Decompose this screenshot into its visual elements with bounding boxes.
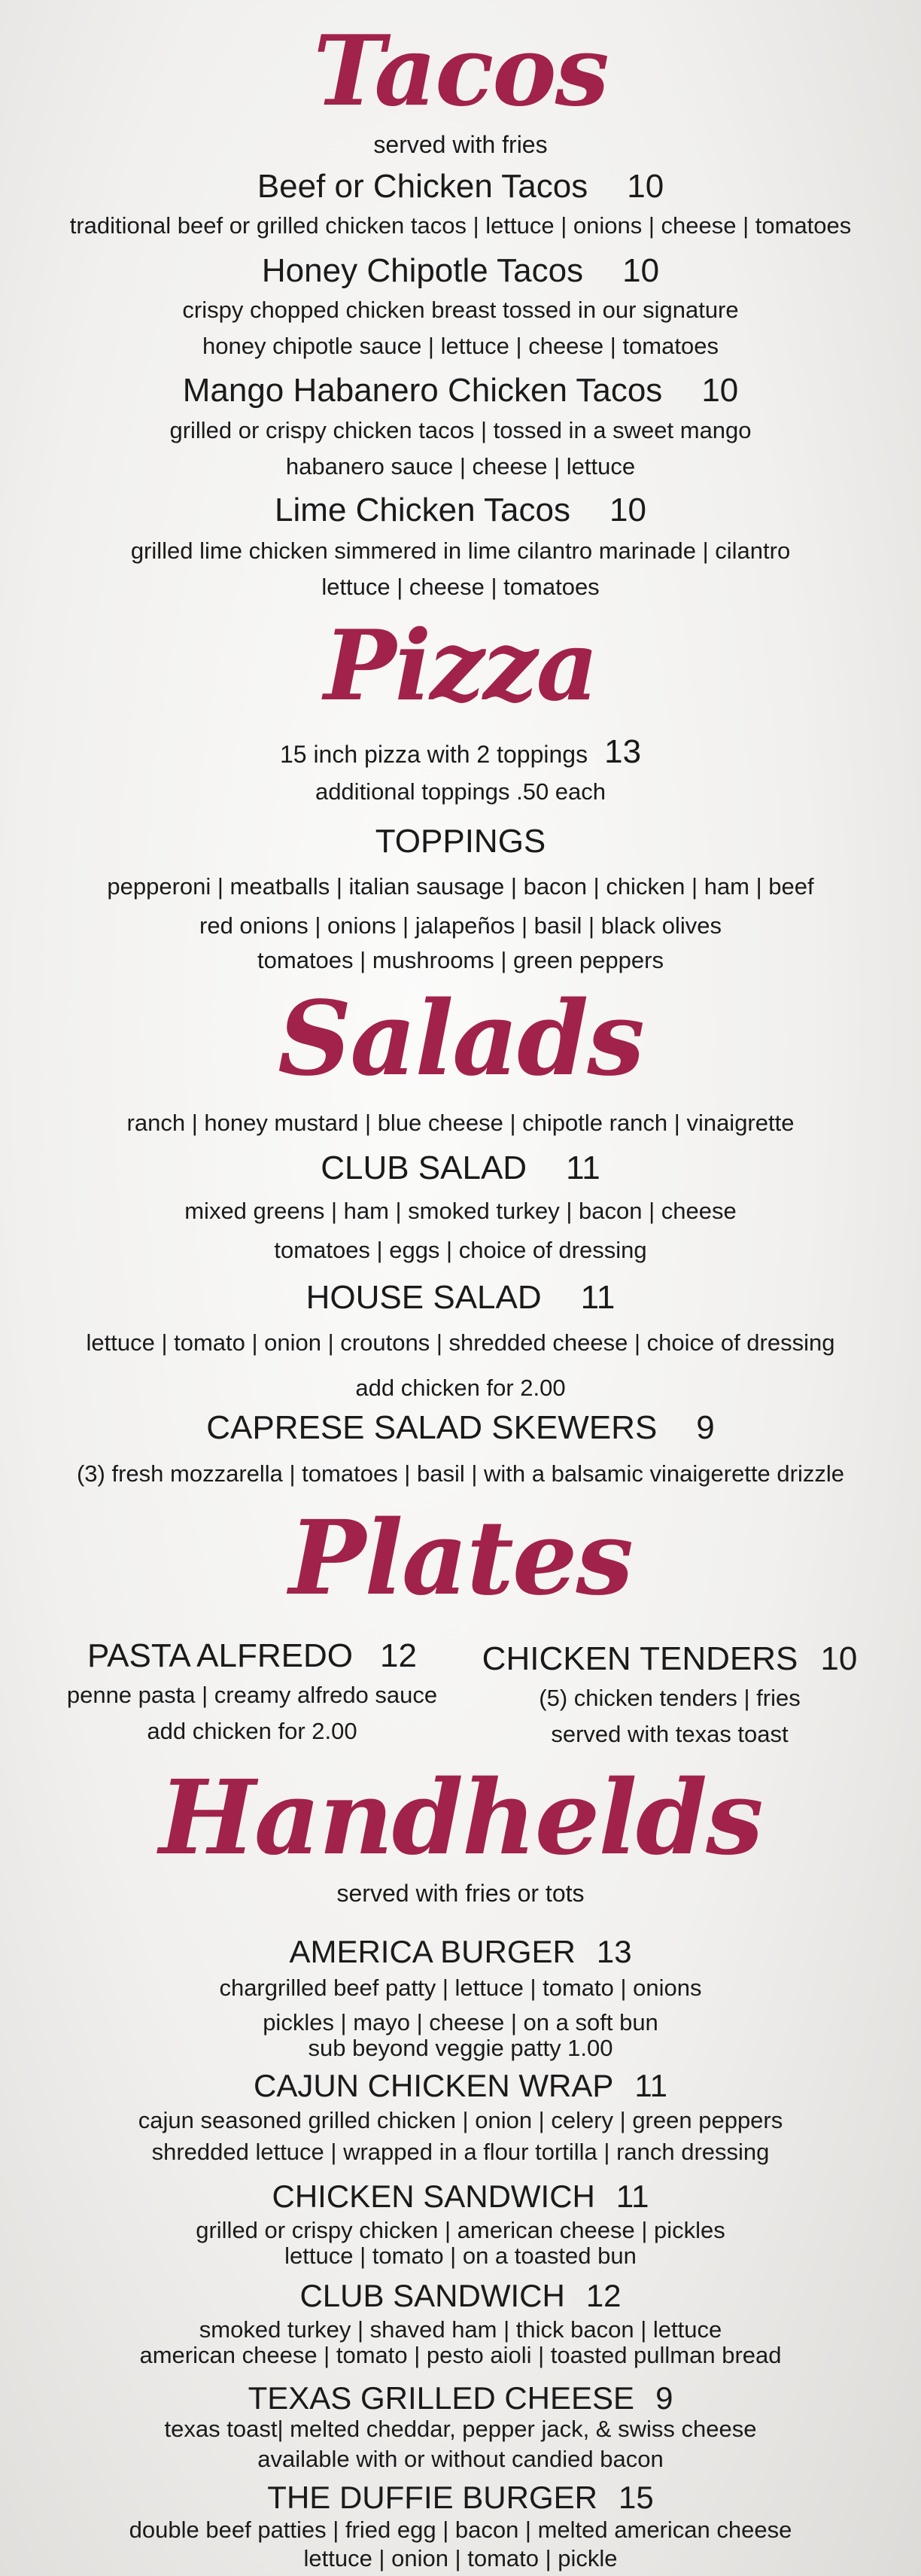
menu-item-title	[0, 371, 921, 410]
item-description: chargrilled beef patty | lettuce | tomato | onions	[219, 1975, 702, 2001]
pizza-base-line	[0, 733, 921, 778]
item-description: penne pasta | creamy alfredo sauce	[66, 1682, 438, 1708]
item-name: CHICKEN SANDWICH	[272, 2179, 595, 2214]
item-price: 9	[655, 2380, 673, 2416]
item-price: 10	[622, 252, 660, 289]
item-name: CHICKEN TENDERS	[482, 1640, 798, 1677]
plates-heading: Plates	[289, 1498, 632, 1618]
handhelds-subtitle: served with fries or tots	[336, 1880, 585, 1907]
item-description: lettuce | tomato | onion | croutons | shredded cheese | choice of dressing	[86, 1329, 835, 1356]
menu-item-title	[0, 2379, 921, 2418]
item-name: TEXAS GRILLED CHEESE	[248, 2380, 635, 2416]
pizza-extra-toppings: additional toppings .50 each	[315, 778, 606, 805]
menu-item-title	[0, 491, 921, 530]
item-price: 11	[580, 1279, 616, 1316]
item-name: Mango Habanero Chicken Tacos	[182, 372, 663, 409]
item-description: pickles | mayo | cheese | on a soft bun	[263, 2009, 658, 2036]
tacos-subtitle: served with fries	[373, 131, 548, 158]
toppings-list: red onions | onions | jalapeños | basil | black olives	[199, 912, 722, 939]
menu-item-title	[0, 1278, 921, 1317]
item-description: grilled or crispy chicken tacos | tossed in a sweet mango	[169, 417, 752, 443]
item-name: PASTA ALFREDO	[87, 1637, 353, 1674]
item-price: 11	[566, 1149, 600, 1186]
pizza-description: 15 inch pizza with 2 toppings	[279, 741, 588, 768]
menu-item-title	[474, 1638, 865, 1680]
item-price: 15	[618, 2480, 654, 2515]
menu-item-title	[0, 1932, 921, 1972]
item-description: habanero sauce | cheese | lettuce	[285, 453, 636, 480]
item-price: 11	[634, 2068, 667, 2103]
item-name: CLUB SALAD	[321, 1149, 527, 1186]
menu-item-title	[0, 1149, 921, 1188]
item-name: HOUSE SALAD	[305, 1279, 542, 1316]
pizza-heading: Pizza	[324, 610, 597, 723]
menu-item-title	[0, 167, 921, 206]
item-description: traditional beef or grilled chicken tacos | lettuce | onions | cheese | tomatoes	[69, 212, 852, 239]
item-description: american cheese | tomato | pesto aioli | toasted pullman bread	[139, 2342, 782, 2368]
tacos-heading: Tacos	[313, 15, 608, 128]
item-description: texas toast| melted cheddar, pepper jack, & swiss cheese	[164, 2416, 757, 2442]
menu-item-title	[60, 1635, 444, 1677]
item-name: THE DUFFIE BURGER	[267, 2480, 597, 2515]
item-name: Honey Chipotle Tacos	[261, 252, 584, 289]
item-description: shredded lettuce | wrapped in a flour tortilla | ranch dressing	[151, 2139, 770, 2165]
menu-item-title	[0, 2066, 921, 2106]
item-price: 10	[701, 372, 739, 409]
salads-heading: Salads	[278, 979, 643, 1099]
item-description: crispy chopped chicken breast tossed in our signature	[182, 297, 739, 323]
menu-item-title	[0, 1408, 921, 1448]
item-description: double beef patties | fried egg | bacon | melted american cheese	[129, 2517, 792, 2543]
toppings-list: tomatoes | mushrooms | green peppers	[257, 947, 664, 973]
item-name: CAPRESE SALAD SKEWERS	[206, 1409, 658, 1446]
item-description: add chicken for 2.00	[355, 1375, 566, 1401]
item-price: 12	[379, 1637, 417, 1674]
item-price: 13	[604, 733, 642, 770]
item-price: 9	[696, 1409, 715, 1446]
menu-item-title	[0, 2177, 921, 2216]
item-description: lettuce | cheese | tomatoes	[321, 574, 600, 600]
toppings-heading: TOPPINGS	[375, 823, 546, 860]
menu-item-title	[0, 2276, 921, 2316]
toppings-list: pepperoni | meatballs | italian sausage | bacon | chicken | ham | beef	[107, 873, 814, 900]
menu-item-title	[0, 2478, 921, 2517]
item-description: grilled or crispy chicken | american cheese | pickles	[196, 2217, 725, 2243]
item-description: available with or without candied bacon	[257, 2446, 664, 2472]
item-price: 12	[585, 2278, 622, 2313]
item-description: smoked turkey | shaved ham | thick bacon | lettuce	[199, 2316, 722, 2343]
item-price: 10	[627, 168, 664, 205]
plate-item	[60, 1635, 444, 1749]
item-description: add chicken for 2.00	[147, 1718, 357, 1744]
menu-item-title	[0, 251, 921, 291]
item-description: (5) chicken tenders | fries	[539, 1685, 801, 1711]
plate-item	[474, 1638, 865, 1752]
item-price: 10	[609, 492, 646, 528]
item-description: tomatoes | eggs | choice of dressing	[274, 1237, 647, 1263]
item-name: AMERICA BURGER	[289, 1934, 576, 1969]
item-price: 11	[616, 2179, 649, 2214]
item-description: sub beyond veggie patty 1.00	[308, 2035, 613, 2061]
dressings-list: ranch | honey mustard | blue cheese | chipotle ranch | vinaigrette	[126, 1110, 795, 1136]
item-name: Lime Chicken Tacos	[275, 492, 570, 528]
item-description: cajun seasoned grilled chicken | onion | celery | green peppers	[138, 2107, 783, 2133]
item-price: 10	[820, 1640, 858, 1677]
item-name: CLUB SANDWICH	[299, 2278, 565, 2313]
item-description: lettuce | onion | tomato | pickle	[303, 2545, 618, 2571]
item-description: served with texas toast	[551, 1721, 789, 1747]
handhelds-heading: Handhelds	[159, 1758, 762, 1878]
item-description: (3) fresh mozzarella | tomatoes | basil | with a balsamic vinaigerette drizzle	[76, 1460, 844, 1487]
item-description: mixed greens | ham | smoked turkey | bacon | cheese	[184, 1198, 737, 1224]
item-name: Beef or Chicken Tacos	[257, 168, 588, 205]
item-name: CAJUN CHICKEN WRAP	[254, 2068, 614, 2103]
item-price: 13	[596, 1934, 632, 1969]
item-description: grilled lime chicken simmered in lime cilantro marinade | cilantro	[130, 537, 791, 564]
item-description: lettuce | tomato | on a toasted bun	[284, 2243, 637, 2269]
item-description: honey chipotle sauce | lettuce | cheese | tomatoes	[202, 333, 719, 359]
